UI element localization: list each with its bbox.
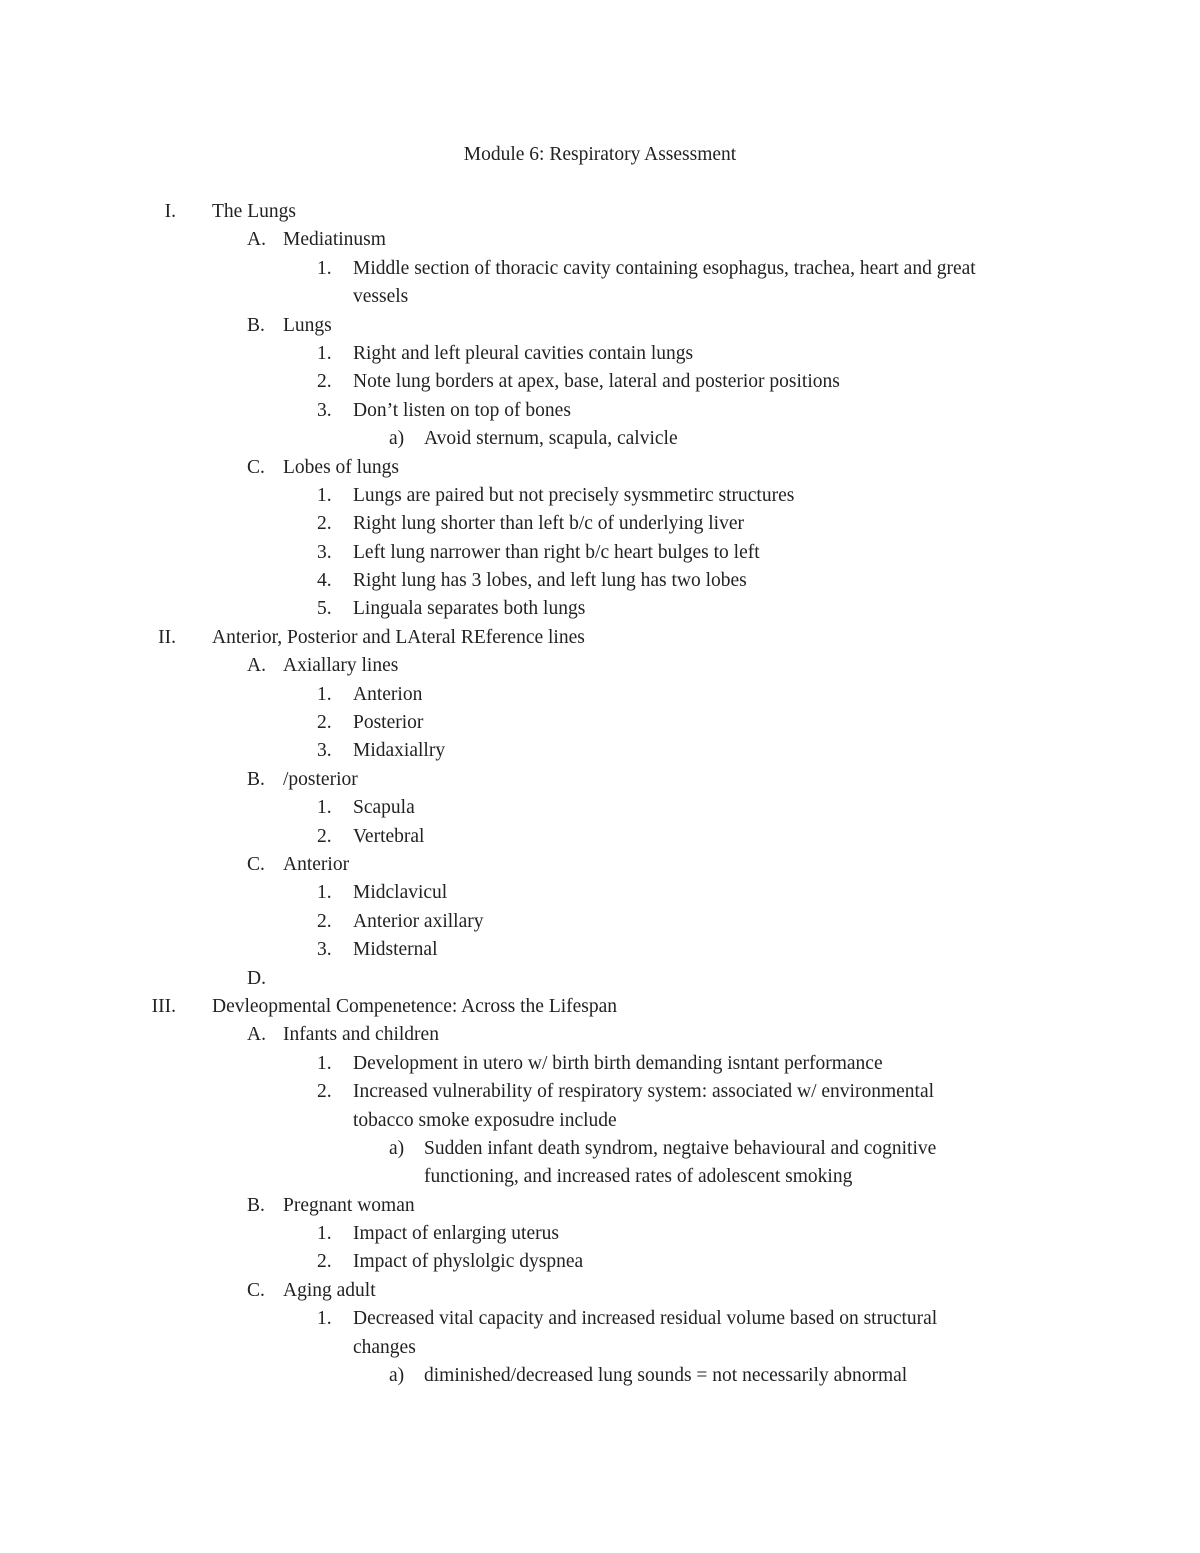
outline-text: Impact of physlolgic dyspnea xyxy=(353,1251,584,1273)
outline-text: diminished/decreased lung sounds = not necessarily abnormal xyxy=(424,1365,908,1387)
outline-list xyxy=(0,198,1200,1390)
outline-marker: 2. xyxy=(317,371,332,393)
outline-text: Lungs are paired but not precisely sysmmetirc structures xyxy=(353,484,795,506)
outline-item-level-3 xyxy=(0,539,1200,567)
outline-item-level-3 xyxy=(0,482,1200,510)
outline-item-level-2 xyxy=(0,1277,1200,1305)
outline-marker: 2. xyxy=(317,513,332,535)
outline-text: Infants and children xyxy=(283,1024,439,1046)
outline-marker: C. xyxy=(247,456,265,478)
outline-marker: A. xyxy=(247,229,266,251)
outline-item-level-3 xyxy=(0,1305,1200,1333)
outline-text: Lobes of lungs xyxy=(283,456,399,478)
outline-item-level-3 xyxy=(0,823,1200,851)
outline-text: Midclavicul xyxy=(353,882,448,904)
outline-item-level-4 xyxy=(0,425,1200,453)
outline-item-level-3 xyxy=(0,1078,1200,1106)
outline-marker: I. xyxy=(164,201,176,222)
outline-marker: A. xyxy=(247,655,266,677)
outline-marker: III. xyxy=(151,995,176,1017)
outline-text: functioning, and increased rates of adolescent smoking xyxy=(424,1166,853,1188)
outline-marker: 2. xyxy=(317,910,332,932)
outline-text: Devleopmental Compenetence: Across the Lifespan xyxy=(212,995,618,1017)
outline-item-level-2 xyxy=(0,851,1200,879)
outline-marker: 1. xyxy=(317,342,332,364)
outline-text: Anterion xyxy=(353,683,423,705)
outline-item-level-3 xyxy=(0,936,1200,964)
outline-marker: 1. xyxy=(317,257,332,279)
outline-marker: A. xyxy=(247,1024,266,1046)
outline-text: Anterior axillary xyxy=(353,910,484,932)
outline-marker: 1. xyxy=(317,1052,332,1074)
outline-marker: C. xyxy=(247,1279,265,1301)
outline-text: changes xyxy=(353,1336,416,1358)
outline-marker: 2. xyxy=(317,825,332,847)
outline-marker: B. xyxy=(247,314,265,336)
outline-marker: 2. xyxy=(317,1081,332,1103)
outline-item-level-3 xyxy=(0,1107,1200,1135)
outline-text: Axiallary lines xyxy=(283,655,399,677)
outline-marker: 4. xyxy=(317,570,332,592)
outline-item-level-4 xyxy=(0,1362,1200,1390)
outline-text: Don’t listen on top of bones xyxy=(353,399,571,421)
outline-text: Middle section of thoracic cavity containing esophagus, trachea, heart and great xyxy=(353,257,976,279)
outline-text: Avoid sternum, scapula, calvicle xyxy=(424,428,678,450)
outline-item-level-2 xyxy=(0,226,1200,254)
outline-text: Increased vulnerability of respiratory system: associated w/ environmental xyxy=(353,1081,935,1103)
outline-text: Right lung has 3 lobes, and left lung has two lobes xyxy=(353,570,747,592)
outline-item-level-3 xyxy=(0,1248,1200,1276)
outline-text: Left lung narrower than right b/c heart bulges to left xyxy=(353,541,760,563)
outline-item-level-2 xyxy=(0,652,1200,680)
outline-text: Midsternal xyxy=(353,939,438,961)
outline-marker: B. xyxy=(247,1194,265,1216)
outline-item-level-1 xyxy=(0,198,1200,226)
outline-item-level-2 xyxy=(0,454,1200,482)
outline-text: Linguala separates both lungs xyxy=(353,598,586,620)
outline-item-level-2 xyxy=(0,965,1200,993)
outline-item-level-2 xyxy=(0,312,1200,340)
outline-text: Posterior xyxy=(353,712,424,734)
outline-text: Aging adult xyxy=(283,1279,376,1301)
outline-marker: 1. xyxy=(317,484,332,506)
outline-text: Lungs xyxy=(283,314,332,336)
outline-item-level-2 xyxy=(0,1021,1200,1049)
outline-marker: D. xyxy=(247,967,266,989)
outline-item-level-2 xyxy=(0,1192,1200,1220)
outline-marker: 5. xyxy=(317,598,332,620)
outline-text: Pregnant woman xyxy=(283,1194,415,1216)
outline-item-level-3 xyxy=(0,340,1200,368)
outline-item-level-2 xyxy=(0,766,1200,794)
outline-marker: a) xyxy=(389,428,405,450)
outline-item-level-3 xyxy=(0,595,1200,623)
outline-text: /posterior xyxy=(283,768,358,790)
outline-item-level-3 xyxy=(0,567,1200,595)
outline-item-level-3 xyxy=(0,879,1200,907)
outline-text: Sudden infant death syndrom, negtaive behavioural and cognitive xyxy=(424,1137,937,1159)
outline-item-level-4 xyxy=(0,1163,1200,1191)
outline-text: Anterior, Posterior and LAteral REference lines xyxy=(212,626,585,648)
outline-text: Scapula xyxy=(353,797,415,819)
page-title: Module 6: Respiratory Assessment xyxy=(463,144,737,165)
outline-text: Development in utero w/ birth birth demanding isntant performance xyxy=(353,1052,883,1074)
outline-item-level-3 xyxy=(0,1050,1200,1078)
outline-item-level-3 xyxy=(0,737,1200,765)
outline-marker: a) xyxy=(389,1365,405,1387)
outline-item-level-3 xyxy=(0,255,1200,283)
outline-text: Decreased vital capacity and increased residual volume based on structural xyxy=(353,1308,938,1330)
outline-marker: 3. xyxy=(317,399,332,421)
outline-marker: a) xyxy=(389,1137,405,1159)
outline-marker: 3. xyxy=(317,740,332,762)
outline-text: Right and left pleural cavities contain lungs xyxy=(353,342,694,364)
outline-marker: 1. xyxy=(317,683,332,705)
outline-item-level-3 xyxy=(0,794,1200,822)
outline-item-level-3 xyxy=(0,681,1200,709)
outline-marker: B. xyxy=(247,768,265,790)
outline-marker: 1. xyxy=(317,797,332,819)
outline-item-level-3 xyxy=(0,283,1200,311)
outline-item-level-3 xyxy=(0,1220,1200,1248)
outline-item-level-4 xyxy=(0,1135,1200,1163)
outline-text: Right lung shorter than left b/c of underlying liver xyxy=(353,513,744,535)
outline-marker: 1. xyxy=(317,1308,332,1330)
outline-item-level-3 xyxy=(0,1334,1200,1362)
outline-text: tobacco smoke exposudre include xyxy=(353,1109,617,1131)
outline-marker: 3. xyxy=(317,541,332,563)
outline-marker: 3. xyxy=(317,939,332,961)
outline-marker: II. xyxy=(158,626,176,648)
outline-item-level-3 xyxy=(0,510,1200,538)
outline-marker: 2. xyxy=(317,1251,332,1273)
outline-item-level-1 xyxy=(0,993,1200,1021)
outline-text: Vertebral xyxy=(353,825,425,847)
outline-text: Anterior xyxy=(283,853,350,875)
outline-text: vessels xyxy=(353,286,409,308)
outline-marker: 2. xyxy=(317,712,332,734)
outline-text: Mediatinusm xyxy=(283,229,386,251)
outline-text: Impact of enlarging uterus xyxy=(353,1223,559,1245)
outline-item-level-3 xyxy=(0,709,1200,737)
outline-marker: C. xyxy=(247,853,265,875)
outline-text: Note lung borders at apex, base, lateral and posterior positions xyxy=(353,371,840,393)
outline-item-level-1 xyxy=(0,624,1200,652)
outline-item-level-3 xyxy=(0,368,1200,396)
outline-item-level-3 xyxy=(0,908,1200,936)
outline-marker: 1. xyxy=(317,882,332,904)
outline-text: The Lungs xyxy=(212,201,296,222)
outline-item-level-3 xyxy=(0,397,1200,425)
outline-text: Midaxiallry xyxy=(353,740,446,762)
outline-marker: 1. xyxy=(317,1223,332,1245)
